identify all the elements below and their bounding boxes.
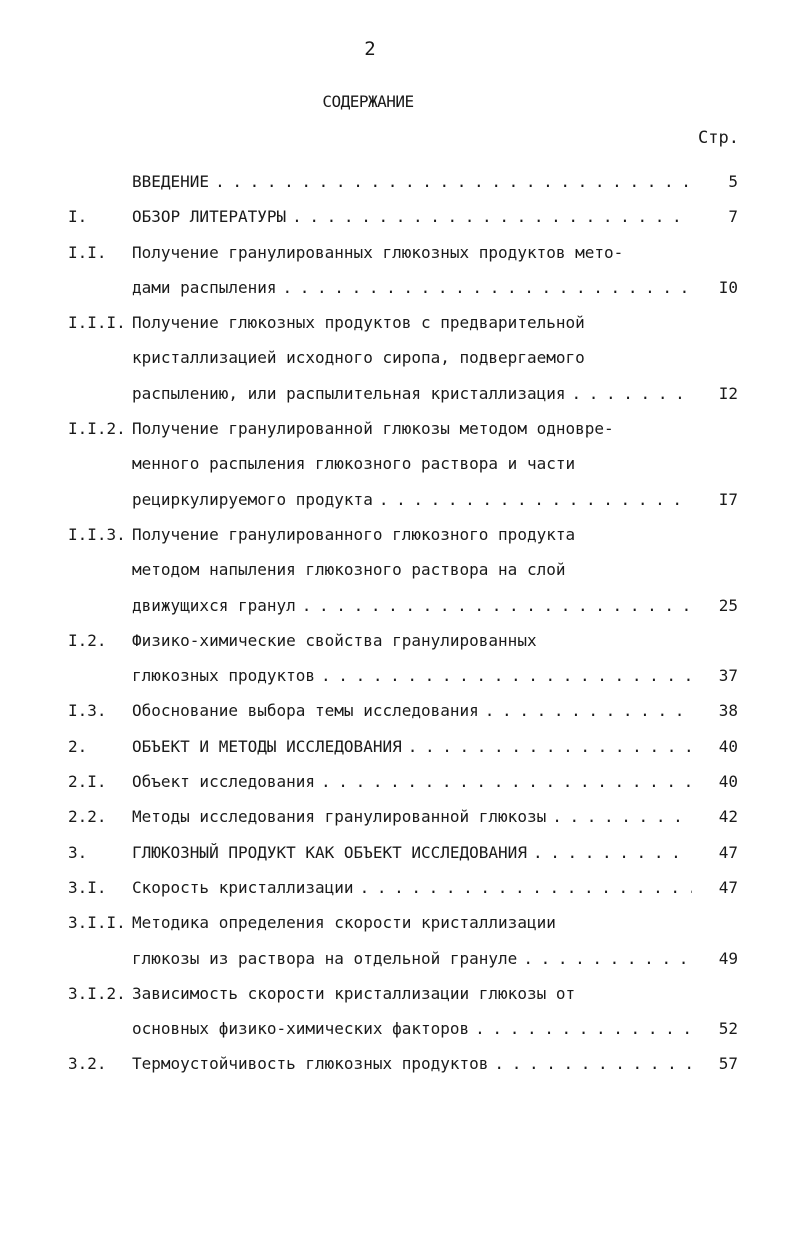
toc-entry-title-with-leader	[132, 199, 692, 234]
toc-entry-title-with-leader	[132, 941, 692, 976]
toc-entry	[0, 729, 796, 764]
table-of-contents	[0, 164, 796, 1082]
toc-entry-title-with-leader	[132, 693, 692, 728]
toc-entry-page: I2	[718, 383, 738, 403]
toc-entry	[0, 870, 796, 905]
toc-entry-title: распылению, или распылительная кристаллизация	[132, 383, 566, 403]
toc-line	[0, 729, 796, 764]
toc-entry-title: Методика определения скорости кристаллизации	[132, 913, 556, 933]
toc-entry-page: 47	[718, 877, 738, 897]
toc-entry	[0, 1046, 796, 1081]
toc-entry-number: I.I.2.	[68, 419, 126, 439]
toc-line	[0, 1011, 796, 1046]
toc-entry-title-with-leader	[132, 1011, 692, 1046]
toc-entry-page: 40	[718, 772, 738, 792]
toc-line	[0, 693, 796, 728]
toc-entry-title: менного распыления глюкозного раствора и части	[132, 454, 576, 474]
page-number: 2	[364, 38, 376, 60]
toc-entry-page: 47	[718, 842, 738, 862]
dot-leader	[292, 199, 692, 234]
dot-leader	[485, 693, 692, 728]
dot-leader	[379, 482, 692, 517]
toc-line	[0, 870, 796, 905]
toc-entry	[0, 305, 796, 411]
toc-entry-title-with-leader	[132, 164, 692, 199]
toc-entry-page: 40	[718, 736, 738, 756]
toc-line	[0, 340, 796, 375]
toc-line	[0, 905, 796, 940]
toc-line	[0, 270, 796, 305]
toc-entry	[0, 411, 796, 517]
toc-entry-title: Обоснование выбора темы исследования	[132, 701, 479, 721]
toc-entry-title-with-leader	[132, 376, 692, 411]
toc-line	[0, 305, 796, 340]
dot-leader	[571, 376, 692, 411]
toc-entry-title: Получение гранулированной глюкозы методом одновре-	[132, 419, 614, 439]
toc-entry-title: ОБЗОР ЛИТЕРАТУРЫ	[132, 207, 287, 227]
toc-entry-title: дами распыления	[132, 277, 277, 297]
dot-leader	[360, 870, 692, 905]
toc-entry-title: ВВЕДЕНИЕ	[132, 172, 210, 191]
toc-entry-title: глюкозных продуктов	[132, 666, 316, 686]
toc-entry-title: глюкозы из раствора на отдельной грануле	[132, 948, 518, 968]
dot-leader	[494, 1046, 692, 1081]
toc-entry-title: движущихся гранул	[132, 595, 296, 615]
toc-entry-title-with-leader	[132, 588, 692, 623]
toc-entry-page: 49	[718, 948, 738, 968]
toc-line	[0, 941, 796, 976]
toc-entry	[0, 199, 796, 234]
toc-entry-title: рециркулируемого продукта	[132, 489, 373, 509]
toc-entry-title: Зависимость скорости кристаллизации глюкозы от	[132, 983, 576, 1003]
dot-leader	[533, 835, 692, 870]
toc-entry	[0, 799, 796, 834]
dot-leader	[283, 270, 693, 305]
toc-entry-title: Получение гранулированного глюкозного продукта	[132, 524, 576, 544]
dot-leader	[321, 658, 692, 693]
toc-entry	[0, 976, 796, 1047]
toc-entry-number: 3.2.	[68, 1054, 107, 1074]
toc-entry-title-with-leader	[132, 1046, 692, 1081]
toc-entry-title: Физико-химические свойства гранулированных	[132, 630, 537, 650]
toc-entry-title: Методы исследования гранулированной глюкозы	[132, 807, 547, 827]
toc-entry-page: I7	[718, 489, 738, 509]
toc-entry-title-with-leader	[132, 482, 692, 517]
dot-leader	[215, 164, 692, 199]
toc-entry	[0, 623, 796, 694]
toc-entry-page: 25	[718, 595, 738, 615]
toc-entry-page: 7	[728, 207, 738, 227]
toc-entry-title: кристаллизацией исходного сиропа, подвергаемого	[132, 348, 585, 368]
toc-entry-number: 3.I.	[68, 877, 107, 897]
toc-entry-title: Термоустойчивость глюкозных продуктов	[132, 1054, 489, 1074]
toc-entry-title: Получение гранулированных глюкозных продуктов мето-	[132, 242, 624, 262]
toc-line	[0, 482, 796, 517]
toc-line	[0, 411, 796, 446]
dot-leader	[302, 588, 692, 623]
toc-entry-number: I.3.	[68, 701, 107, 721]
toc-entry	[0, 235, 796, 306]
toc-line	[0, 835, 796, 870]
toc-entry-page: 57	[718, 1054, 738, 1074]
dot-leader	[408, 729, 692, 764]
toc-entry-number: 2.I.	[68, 772, 107, 792]
toc-line	[0, 235, 796, 270]
toc-title: СОДЕРЖАНИЕ	[322, 92, 414, 111]
toc-entry-title: основных физико-химических факторов	[132, 1019, 470, 1039]
toc-entry-number: 2.	[68, 736, 88, 756]
toc-line	[0, 164, 796, 199]
toc-entry-page: 5	[728, 172, 738, 191]
toc-line	[0, 199, 796, 234]
toc-entry-title: Объект исследования	[132, 772, 316, 792]
toc-line	[0, 588, 796, 623]
dot-leader	[523, 941, 692, 976]
toc-entry-title: ОБЪЕКТ И МЕТОДЫ ИССЛЕДОВАНИЯ	[132, 736, 402, 756]
toc-entry-title-with-leader	[132, 835, 692, 870]
toc-entry	[0, 517, 796, 623]
toc-entry-number: 3.I.2.	[68, 983, 126, 1003]
toc-entry-page: I0	[718, 277, 738, 297]
toc-entry-title: методом напыления глюкозного раствора на слой	[132, 560, 566, 580]
toc-entry-number: I.I.3.	[68, 524, 126, 544]
toc-line	[0, 658, 796, 693]
toc-entry-number: 2.2.	[68, 807, 107, 827]
dot-leader	[552, 799, 692, 834]
toc-line	[0, 446, 796, 481]
toc-entry-number: I.I.I.	[68, 313, 126, 333]
toc-entry	[0, 764, 796, 799]
toc-entry	[0, 905, 796, 976]
dot-leader	[475, 1011, 692, 1046]
toc-line	[0, 764, 796, 799]
page-column-label: Стр.	[698, 128, 739, 148]
toc-entry	[0, 693, 796, 728]
toc-entry-title-with-leader	[132, 870, 692, 905]
toc-line	[0, 376, 796, 411]
toc-line	[0, 1046, 796, 1081]
toc-entry	[0, 164, 796, 199]
toc-entry-title-with-leader	[132, 270, 692, 305]
toc-entry-page: 42	[718, 807, 738, 827]
dot-leader	[321, 764, 692, 799]
toc-entry-title-with-leader	[132, 729, 692, 764]
toc-entry-number: 3.	[68, 842, 88, 862]
toc-entry-number: I.I.	[68, 242, 107, 262]
toc-entry-title-with-leader	[132, 658, 692, 693]
toc-line	[0, 517, 796, 552]
toc-entry-title-with-leader	[132, 799, 692, 834]
toc-entry-page: 37	[718, 666, 738, 686]
toc-entry-page: 52	[718, 1019, 738, 1039]
toc-line	[0, 552, 796, 587]
toc-line	[0, 799, 796, 834]
toc-entry-title: ГЛЮКОЗНЫЙ ПРОДУКТ КАК ОБЪЕКТ ИССЛЕДОВАНИЯ	[132, 842, 527, 862]
toc-line	[0, 976, 796, 1011]
toc-line	[0, 623, 796, 658]
toc-entry-number: 3.I.I.	[68, 913, 126, 933]
toc-entry-page: 38	[718, 701, 738, 721]
toc-entry-number: I.2.	[68, 630, 107, 650]
toc-entry-title-with-leader	[132, 764, 692, 799]
toc-entry-number: I.	[68, 207, 88, 227]
toc-entry	[0, 835, 796, 870]
toc-entry-title: Скорость кристаллизации	[132, 877, 354, 897]
toc-entry-title: Получение глюкозных продуктов с предварительной	[132, 313, 585, 333]
